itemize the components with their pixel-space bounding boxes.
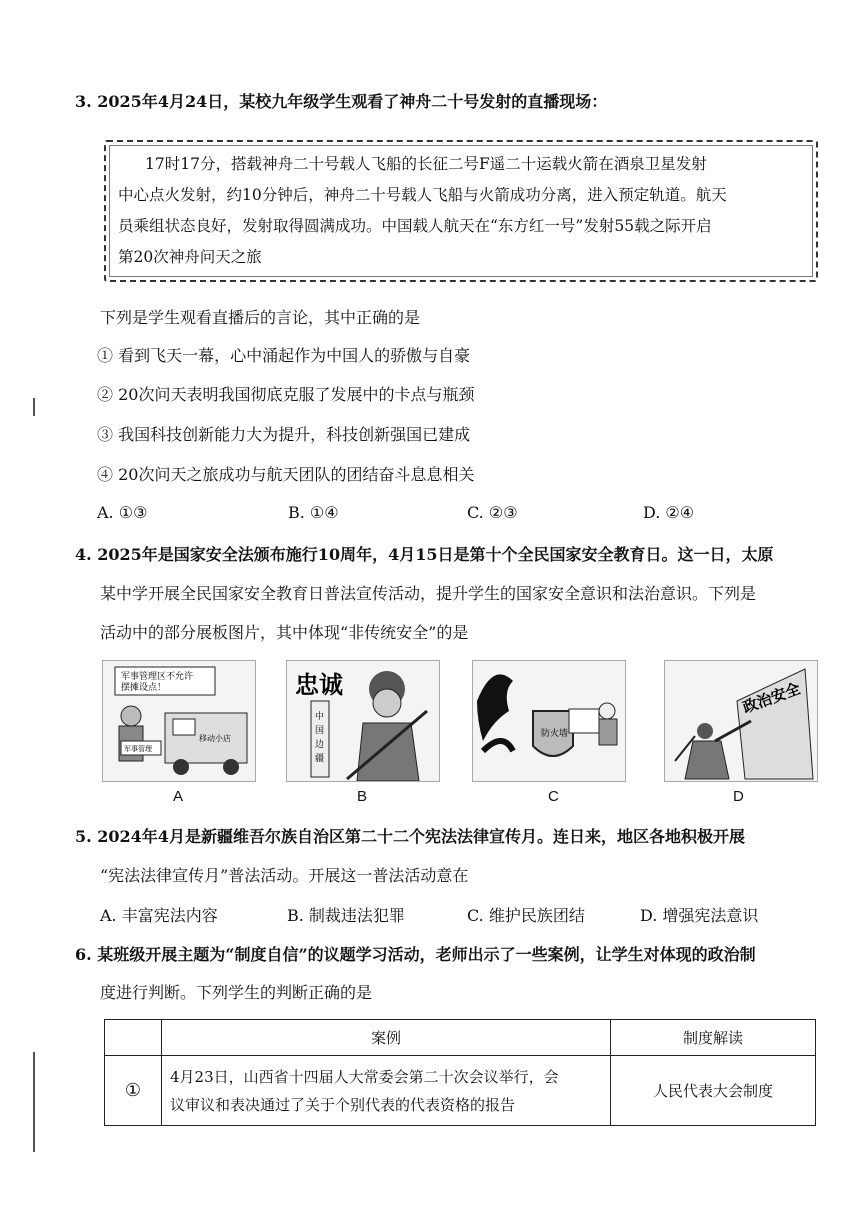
q4-c-shield-text: 防火墙 xyxy=(541,729,569,739)
q3-option-c[interactable]: C. ②③ xyxy=(467,503,518,522)
margin-mark xyxy=(33,398,35,416)
q4-d-wall-text: 政治安全 xyxy=(740,679,803,717)
q3-option-b[interactable]: B. ①④ xyxy=(288,503,339,522)
q3-option-d[interactable]: D. ②④ xyxy=(643,503,695,522)
q4-a-sign2: 军事管理 xyxy=(124,745,152,753)
q6-case-table xyxy=(104,1019,816,1126)
q3-item-3: ③ 我国科技创新能力大为提升，科技创新强国已建成 xyxy=(97,425,471,444)
q4-image-a-label: A xyxy=(173,788,184,805)
political-security-cartoon-icon xyxy=(665,661,817,781)
q4-image-d-label: D xyxy=(733,788,744,805)
q4-stem-line-3: 活动中的部分展板图片，其中体现“非传统安全”的是 xyxy=(100,623,469,642)
q5-option-a[interactable]: A. 丰富宪法内容 xyxy=(100,906,218,925)
q4-b-sign-4: 疆 xyxy=(315,754,325,764)
firewall-cyber-cartoon-icon xyxy=(473,661,625,781)
table-header-reading: 制度解读 xyxy=(611,1020,816,1056)
q6-stem-line-1: 6. 某班级开展主题为“制度自信”的议题学习活动，老师出示了一些案例，让学生对体现的政治制 xyxy=(75,945,756,964)
q5-stem-line-1: 5. 2024年4月是新疆维吾尔族自治区第二十二个宪法法律宣传月。连日来，地区各地积极开展 xyxy=(75,827,745,846)
q3-passage-line-1: 17时17分，搭载神舟二十号载人飞船的长征二号F遥二十运载火箭在酒泉卫星发射 xyxy=(145,155,707,173)
q5-option-b[interactable]: B. 制裁违法犯罪 xyxy=(287,906,405,925)
q4-image-a[interactable] xyxy=(102,660,256,782)
q6-stem-line-2: 度进行判断。下列学生的判断正确的是 xyxy=(100,983,373,1002)
loyalty-soldier-cartoon-icon xyxy=(287,661,439,781)
q4-b-title: 忠诚 xyxy=(295,670,343,699)
q4-a-truck-sign: 移动小店 xyxy=(199,734,231,743)
q3-passage-line-4: 第20次神舟问天之旅 xyxy=(118,248,262,266)
margin-mark xyxy=(33,1052,35,1152)
table-cell-case-line-2: 议审议和表决通过了关于个别代表的代表资格的报告 xyxy=(170,1095,516,1114)
table-cell-reading: 人民代表大会制度 xyxy=(611,1056,816,1126)
q3-item-2: ② 20次问天表明我国彻底克服了发展中的卡点与瓶颈 xyxy=(97,385,475,404)
q4-image-b[interactable] xyxy=(286,660,440,782)
q4-stem-line-2: 某中学开展全民国家安全教育日普法宣传活动，提升学生的国家安全意识和法治意识。下列是 xyxy=(100,584,757,603)
q3-item-1: ① 看到飞天一幕，心中涌起作为中国人的骄傲与自豪 xyxy=(97,346,471,365)
q4-b-sign-3: 边 xyxy=(315,740,325,750)
table-cell-case-line-1: 4月23日，山西省十四届人大常委会第二十次会议举行，会 xyxy=(170,1067,559,1086)
q5-option-d[interactable]: D. 增强宪法意识 xyxy=(640,906,759,925)
q4-image-b-label: B xyxy=(357,788,368,805)
table-cell-case xyxy=(162,1056,611,1126)
table-header-no xyxy=(105,1020,162,1056)
q3-item-4: ④ 20次问天之旅成功与航天团队的团结奋斗息息相关 xyxy=(97,465,475,484)
table-header-case: 案例 xyxy=(162,1020,611,1056)
q3-option-a[interactable]: A. ①③ xyxy=(97,503,148,522)
q4-b-sign-1: 中 xyxy=(315,712,325,722)
table-header-row xyxy=(105,1020,816,1056)
q4-stem-line-1: 4. 2025年是国家安全法颁布施行10周年，4月15日是第十个全民国家安全教育日。这一日，太原 xyxy=(75,545,774,564)
q3-passage-line-3: 员乘组状态良好，发射取得圆满成功。中国载人航天在“东方红一号”发射55载之际开启 xyxy=(118,217,712,235)
q5-option-c[interactable]: C. 维护民族团结 xyxy=(467,906,585,925)
q4-a-speech-line-1: 军事管理区不允许 xyxy=(121,672,194,682)
q3-passage-line-2: 中心点火发射，约10分钟后，神舟二十号载人飞船与火箭成功分离，进入预定轨道。航天 xyxy=(118,186,727,204)
q4-a-speech-line-2: 摆摊设点！ xyxy=(121,683,167,693)
q5-stem-line-2: “宪法法律宣传月”普法活动。开展这一普法活动意在 xyxy=(100,866,469,885)
q4-b-sign-2: 国 xyxy=(315,726,325,736)
q4-image-d[interactable] xyxy=(664,660,818,782)
q4-image-c-label: C xyxy=(548,788,559,805)
military-zone-cartoon-icon xyxy=(103,661,255,781)
q3-prompt: 下列是学生观看直播后的言论，其中正确的是 xyxy=(100,308,421,327)
q4-image-c[interactable] xyxy=(472,660,626,782)
q3-stem: 3. 2025年4月24日，某校九年级学生观看了神舟二十号发射的直播现场： xyxy=(75,92,608,111)
table-cell-no: ① xyxy=(105,1056,162,1126)
table-row xyxy=(105,1056,816,1126)
